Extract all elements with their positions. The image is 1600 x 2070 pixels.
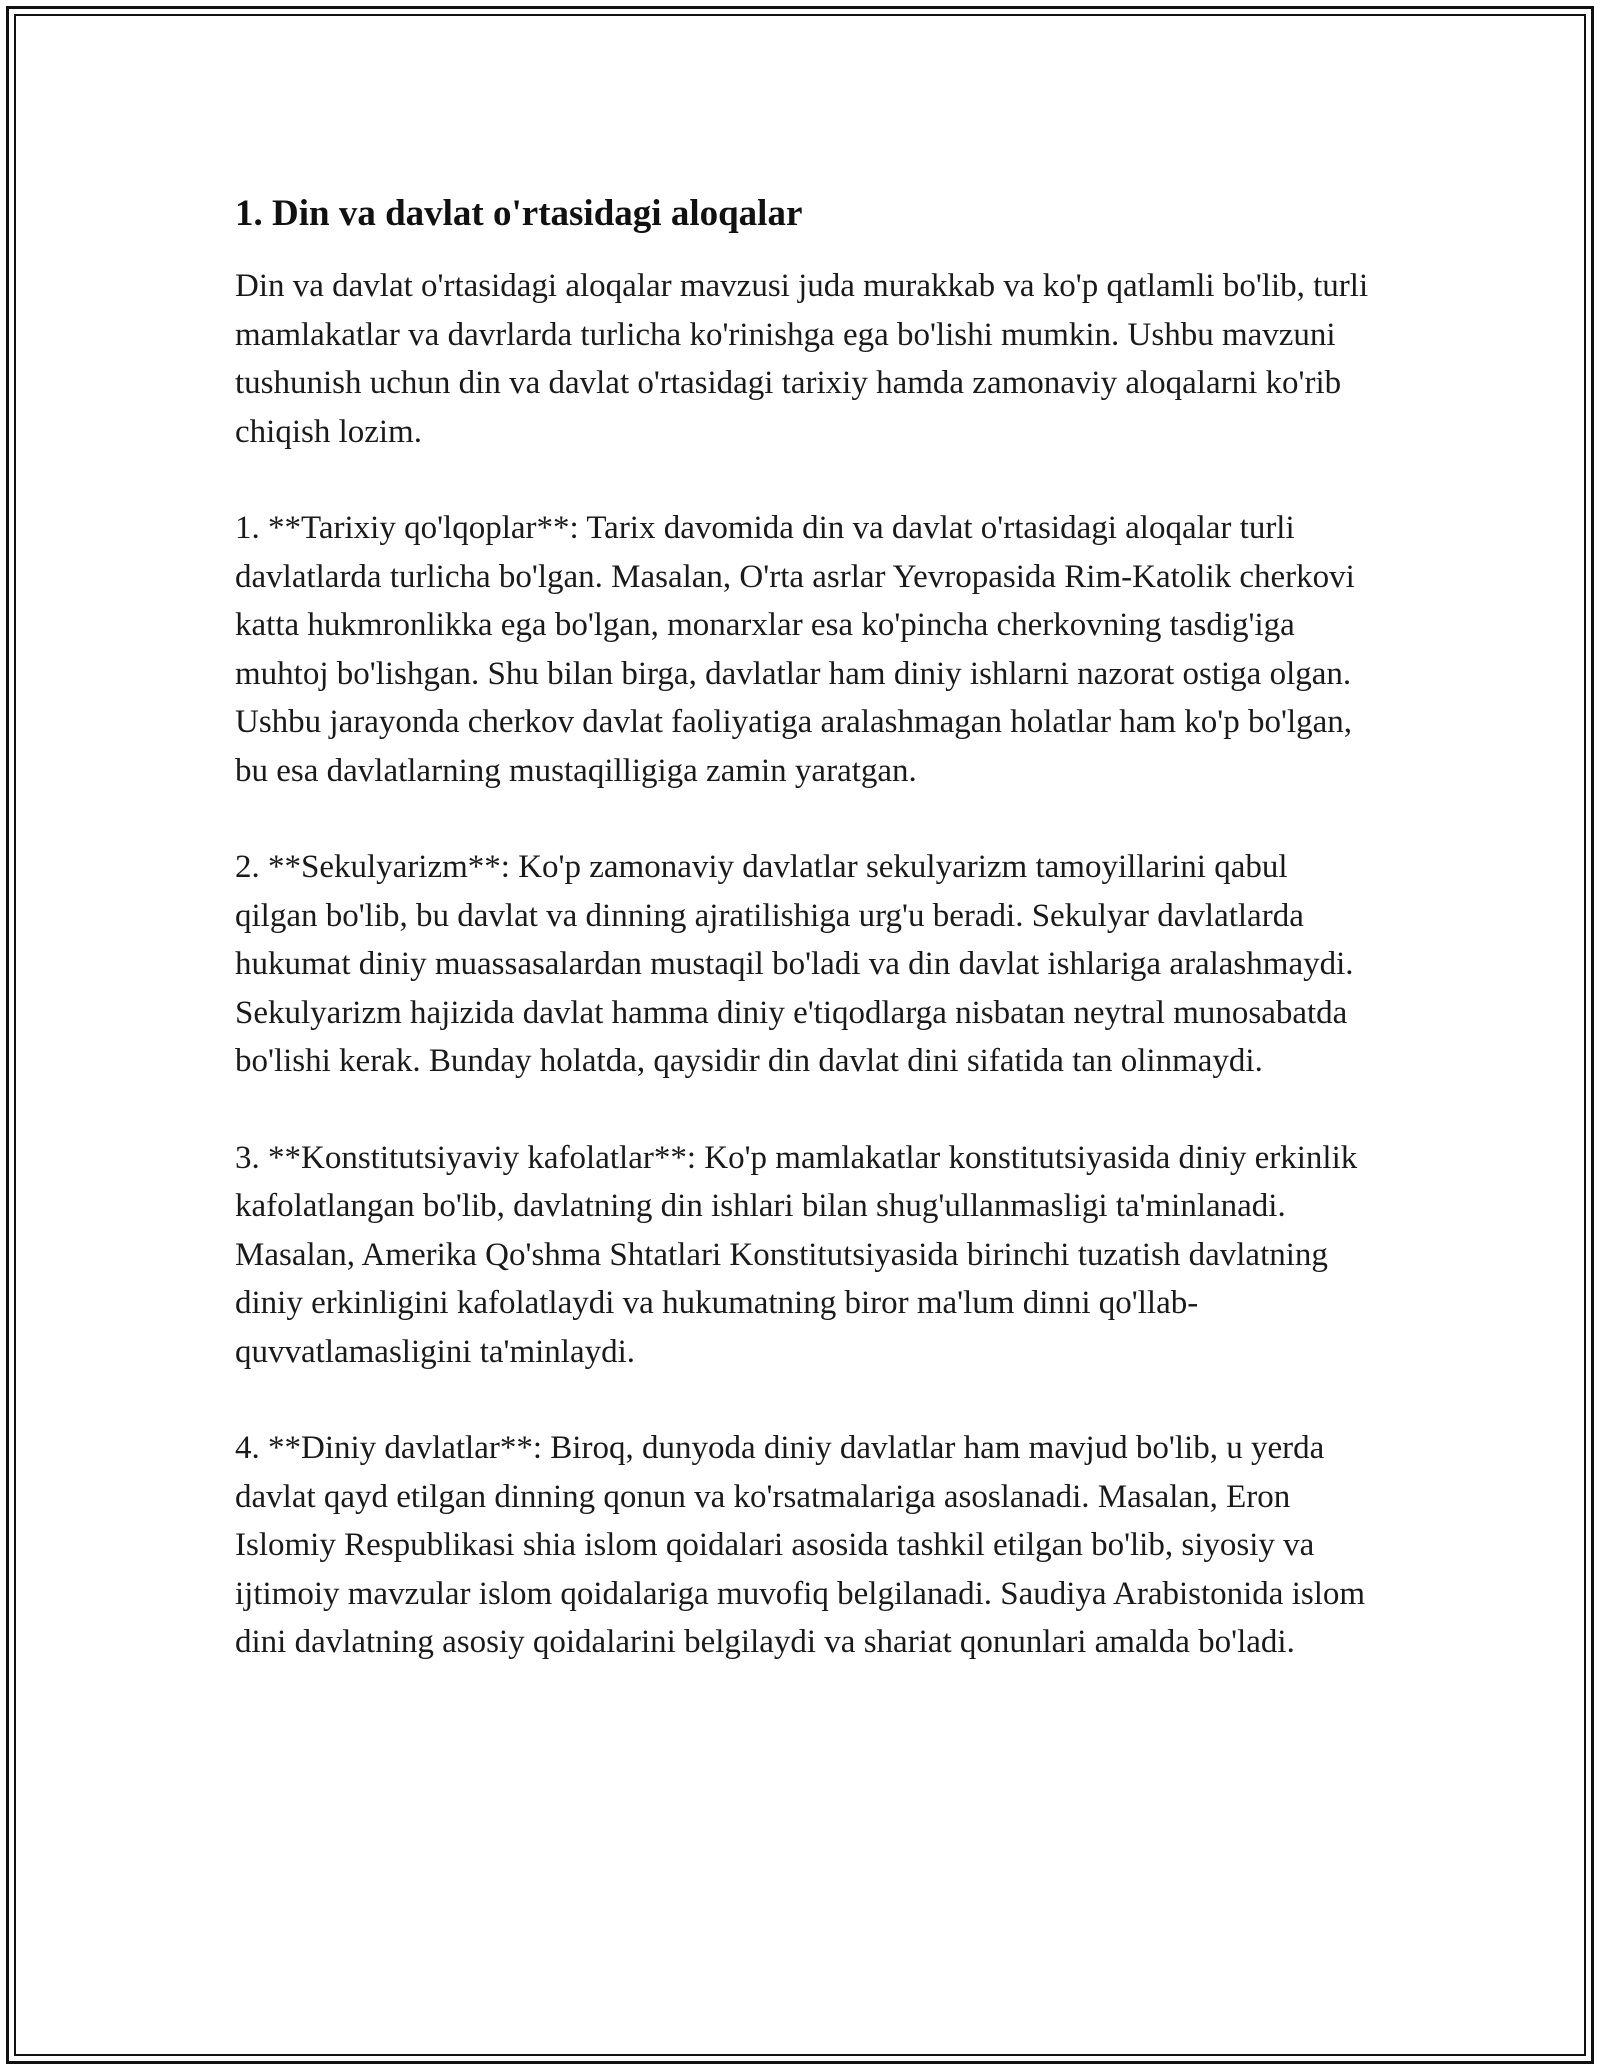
paragraph-constitutional: 3. **Konstitutsiyaviy kafolatlar**: Ko'p mamlakatlar konstitutsiyasida diniy erkinlik kafolatlangan bo'lib, davlatning din ishlari bilan shug'ullanmasligi ta'minlanadi. Masalan, Amerika Qo'shma Shtatlari Konstitutsiyasida birinchi tuzatish davlatning diniy erkinligini kafolatlaydi va hukumatning biror ma'lum dinni qo'llab-quvvatlamasligini ta'minlaydi. — [235, 1139, 1358, 1370]
paragraph-historical: 1. **Tarixiy qo'lqoplar**: Tarix davomida din va davlat o'rtasidagi aloqalar turli davlatlarda turlicha bo'lgan. Masalan, O'rta asrlar Yevropasida Rim-Katolik cherkovi katta hukmronlikka ega bo'lgan, monarxlar esa ko'pincha cherkovning tasdig'iga muhtoj bo'lishgan. Shu bilan birga, davlatlar ham diniy ishlarni nazorat ostiga olgan. Ushbu jarayonda cherkov davlat faoliyatiga aralashmagan holatlar ham ko'p bo'lgan, bu esa davlatlarning mustaqilligiga zamin yaratgan. — [235, 510, 1355, 789]
intro-paragraph: Din va davlat o'rtasidagi aloqalar mavzusi juda murakkab va ko'p qatlamli bo'lib, turli mamlakatlar va davrlarda turlicha ko'rinishga ega bo'lishi mumkin. Ushbu mavzuni tushunish uchun din va davlat o'rtasidagi tarixiy hamda zamonaviy aloqalarni ko'rib chiqish lozim. — [235, 268, 1369, 450]
paragraph-religious-states: 4. **Diniy davlatlar**: Biroq, dunyoda diniy davlatlar ham mavjud bo'lib, u yerda davlat qayd etilgan dinning qonun va ko'rsatmalariga asoslanadi. Masalan, Eron Islomiy Respublikasi shia islom qoidalari asosida tashkil etilgan bo'lib, siyosiy va ijtimoiy mavzular islom qoidalariga muvofiq belgilanadi. Saudiya Arabistonida islom dini davlatning asosiy qoidalarini belgilaydi va shariat qonunlari amalda bo'ladi. — [235, 1430, 1366, 1660]
document-body — [235, 188, 1375, 1715]
section-heading: 1. Din va davlat o'rtasidagi aloqalar — [235, 193, 803, 234]
paragraph-secularism: 2. **Sekulyarizm**: Ko'p zamonaviy davlatlar sekulyarizm tamoyillarini qabul qilgan bo'lib, bu davlat va dinning ajratilishiga urg'u beradi. Sekulyar davlatlarda hukumat diniy muassasalardan mustaqil bo'ladi va din davlat ishlariga aralashmaydi. Sekulyarizm hajizida davlat hamma diniy e'tiqodlarga nisbatan neytral munosabatda bo'lishi kerak. Bunday holatda, qaysidir din davlat dini sifatida tan olinmaydi. — [235, 849, 1354, 1079]
